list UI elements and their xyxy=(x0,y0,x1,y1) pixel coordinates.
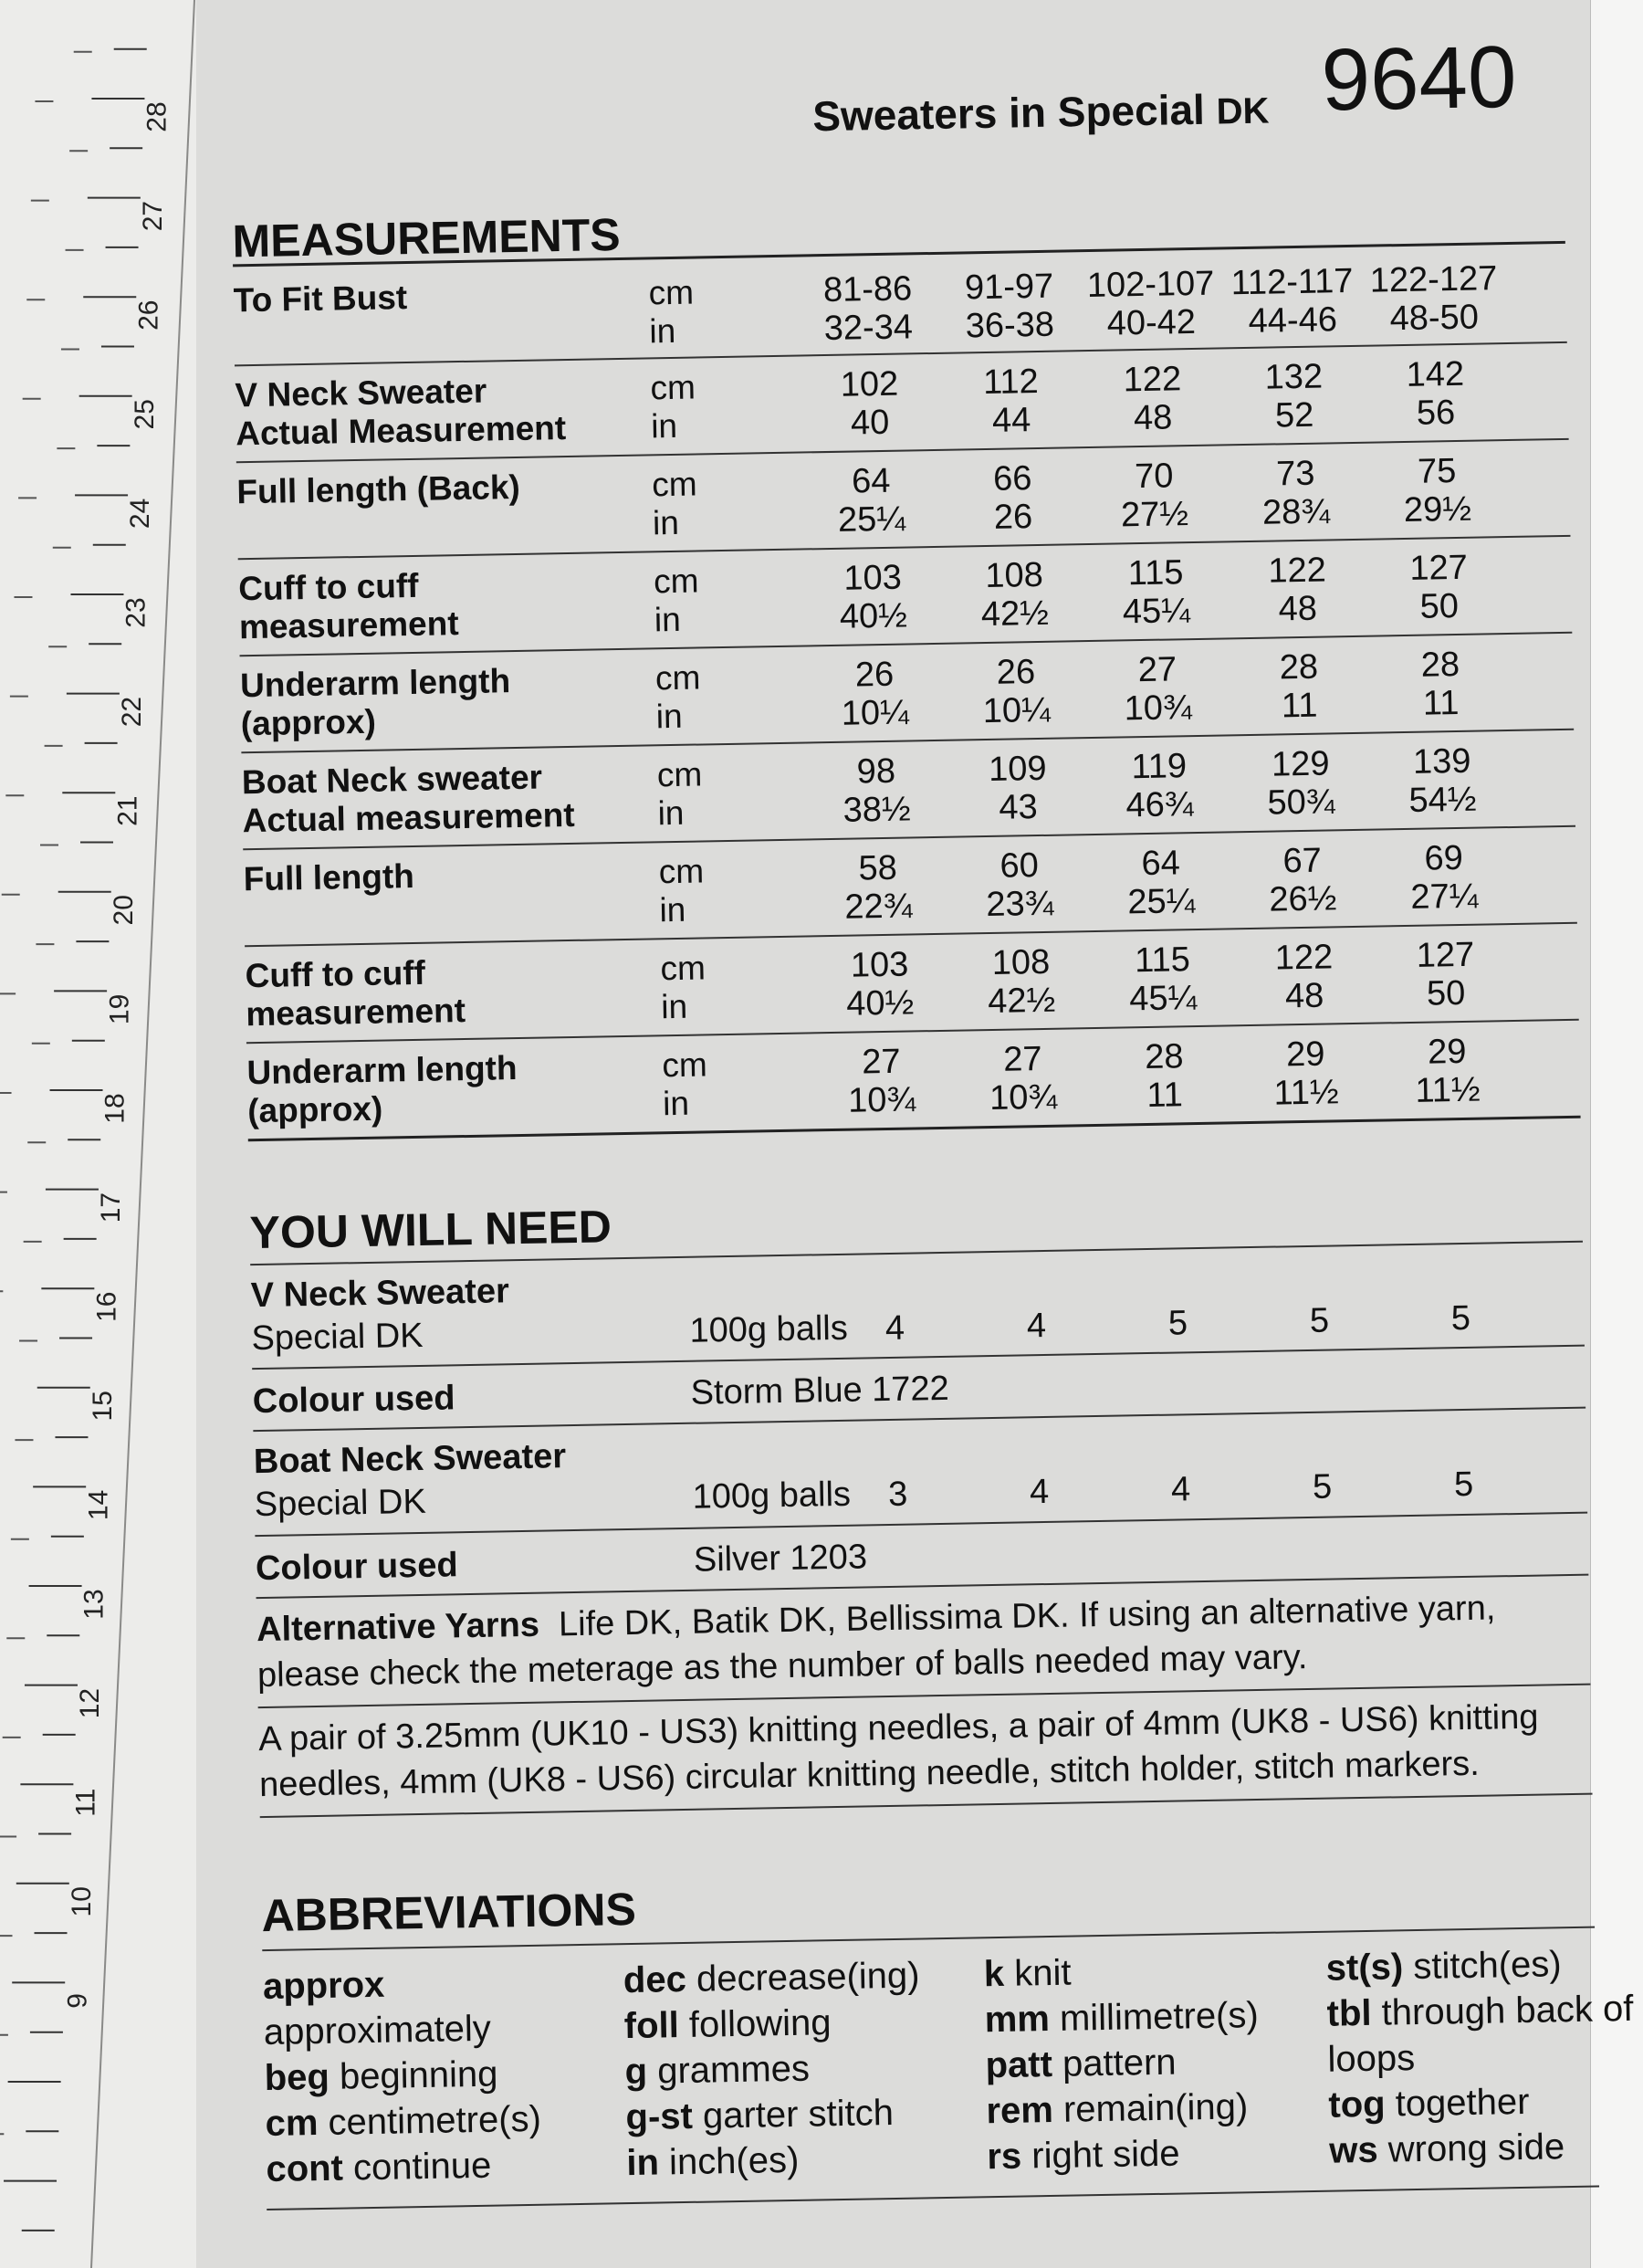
abbreviation-entry xyxy=(263,2009,491,2053)
in-value: 25¼ xyxy=(1127,882,1196,922)
abbreviation-term: patt xyxy=(985,2043,1053,2086)
row-label: Cuff to cuff xyxy=(237,566,419,608)
abbreviation-definition: pattern xyxy=(1062,2042,1177,2084)
ruler-number: 24 xyxy=(125,498,156,530)
vneck-unit: 100g balls xyxy=(689,1308,849,1350)
abbreviation-definition: millimetre(s) xyxy=(1059,1995,1260,2039)
in-value: 10¾ xyxy=(847,1080,916,1120)
in-value: 27¼ xyxy=(1410,877,1479,917)
abbreviation-definition: beginning xyxy=(339,2053,498,2097)
abbreviation-definition: garter stitch xyxy=(702,2093,895,2137)
in-value: 11 xyxy=(1146,1076,1184,1116)
unit-in: in xyxy=(650,406,678,446)
unit-in: in xyxy=(655,697,683,736)
in-value: 25¼ xyxy=(837,499,906,540)
row-label: Full length (Back) xyxy=(236,467,521,511)
unit-in: in xyxy=(657,793,685,833)
abbreviation-term: rs xyxy=(986,2136,1022,2178)
abbreviation-term: dec xyxy=(623,1958,687,2001)
cm-value: 115 xyxy=(1127,553,1184,593)
bust-in-value: 36-38 xyxy=(965,305,1055,346)
row-label: Boat Neck sweater xyxy=(241,758,543,802)
abbreviation-definition: remain(ing) xyxy=(1062,2086,1249,2130)
row-label-2: (approx) xyxy=(240,702,377,743)
ruler-number: 21 xyxy=(112,795,143,826)
pattern-number: 9640 xyxy=(1320,27,1518,130)
in-value: 43 xyxy=(999,788,1039,827)
cm-value: 103 xyxy=(843,558,903,598)
abbreviation-entry xyxy=(985,2042,1177,2087)
abbreviation-entry xyxy=(266,2146,492,2190)
abbreviation-term: cm xyxy=(265,2103,319,2145)
bust-in-value: 40-42 xyxy=(1106,302,1197,343)
in-value: 11½ xyxy=(1273,1073,1339,1113)
abbreviation-definition: loops xyxy=(1327,2038,1416,2080)
abbreviation-term: foll xyxy=(623,2005,680,2047)
cm-value: 28 xyxy=(1420,645,1460,685)
abbreviation-entry xyxy=(623,2002,832,2047)
vneck-heading: V Neck Sweater xyxy=(250,1272,510,1316)
abbreviation-term: g-st xyxy=(625,2095,694,2138)
cm-value: 64 xyxy=(1141,844,1181,884)
abbreviation-definition: centimetre(s) xyxy=(328,2098,542,2143)
unit-in: in xyxy=(654,600,682,639)
abbreviation-definition: decrease(ing) xyxy=(696,1955,920,2000)
unit-cm: cm xyxy=(650,368,696,407)
abbreviation-definition: stitch(es) xyxy=(1412,1944,1562,1988)
cm-value: 60 xyxy=(999,846,1040,886)
bust-cm-value: 91-97 xyxy=(964,267,1054,308)
abbreviation-definition: knit xyxy=(1013,1952,1072,1994)
in-value: 52 xyxy=(1274,395,1314,436)
abbreviation-definition: following xyxy=(688,2002,832,2045)
cm-value: 108 xyxy=(991,942,1051,982)
in-value: 26½ xyxy=(1269,879,1337,919)
adjacent-page-edge xyxy=(1590,0,1643,2268)
abbreviation-entry xyxy=(623,1956,920,2002)
ruler-number: 14 xyxy=(83,1489,114,1521)
row-label-2: (approx) xyxy=(246,1089,383,1130)
cm-value: 75 xyxy=(1417,451,1457,491)
abbreviation-definition: wrong side xyxy=(1387,2126,1565,2170)
row-label: Full length xyxy=(243,856,415,898)
cm-value: 67 xyxy=(1282,841,1323,881)
in-value: 50 xyxy=(1419,586,1460,626)
cm-value: 64 xyxy=(851,461,891,501)
in-value: 46¾ xyxy=(1125,785,1194,825)
ruler-number: 17 xyxy=(96,1192,127,1223)
abbreviation-term: tog xyxy=(1328,2084,1386,2126)
abbreviation-entry xyxy=(625,2093,894,2138)
cm-value: 73 xyxy=(1275,454,1315,494)
abbreviation-entry xyxy=(265,2099,541,2145)
cm-value: 122 xyxy=(1268,551,1327,591)
cm-value: 142 xyxy=(1406,354,1465,394)
in-value: 45¼ xyxy=(1122,592,1191,632)
row-label: Cuff to cuff xyxy=(245,953,426,995)
bust-in-value: 32-34 xyxy=(823,308,914,349)
cm-value: 70 xyxy=(1134,457,1174,497)
in-value: 10¼ xyxy=(982,690,1052,731)
abbreviation-term: mm xyxy=(984,1999,1051,2041)
in-value: 26 xyxy=(993,498,1033,537)
cm-value: 119 xyxy=(1131,747,1188,787)
abbreviation-term: k xyxy=(983,1953,1005,1995)
ruler-number: 16 xyxy=(91,1291,122,1322)
cm-value: 27 xyxy=(861,1042,901,1082)
boat-colour-label: Colour used xyxy=(255,1546,459,1589)
unit-cm: cm xyxy=(658,852,705,891)
ruler-number: 13 xyxy=(78,1589,110,1620)
vneck-ball-count: 4 xyxy=(884,1308,905,1349)
vneck-colour: Storm Blue 1722 xyxy=(690,1369,950,1412)
row-label: Underarm length xyxy=(239,662,511,705)
abbreviation-definition: approximately xyxy=(263,2008,492,2053)
ruler-number: 26 xyxy=(133,299,164,331)
bust-cm-value: 122-127 xyxy=(1369,259,1498,300)
cm-value: 122 xyxy=(1123,360,1182,400)
ruler-number: 25 xyxy=(129,399,160,430)
unit-cm: cm xyxy=(654,658,701,698)
cm-value: 66 xyxy=(992,459,1032,499)
divider xyxy=(267,2186,1599,2210)
abbreviation-entry xyxy=(626,2140,800,2184)
unit-in: in xyxy=(649,311,676,351)
in-value: 45¼ xyxy=(1128,979,1198,1019)
cm-value: 27 xyxy=(1137,650,1177,690)
ruler-number: 19 xyxy=(104,993,135,1025)
abbreviation-entry xyxy=(1325,1944,1562,1989)
in-value: 11 xyxy=(1422,683,1460,723)
abbreviation-entry xyxy=(1327,2038,1415,2081)
cm-value: 28 xyxy=(1144,1037,1184,1077)
boat-ball-count: 4 xyxy=(1029,1472,1050,1512)
abbreviation-entry xyxy=(263,1965,385,2008)
needles-line-2: needles, 4mm (UK8 - US6) circular knitting needle, stitch holder, stitch markers. xyxy=(258,1744,1481,1805)
boat-heading: Boat Neck Sweater xyxy=(253,1437,567,1482)
abbreviation-term: tbl xyxy=(1326,1992,1372,2034)
unit-in: in xyxy=(660,987,688,1026)
cm-value: 127 xyxy=(1409,548,1469,588)
row-label: V Neck Sweater xyxy=(235,372,487,415)
abbreviation-entry xyxy=(987,2134,1180,2179)
ruler-number: 18 xyxy=(99,1093,131,1124)
ruler-number: 22 xyxy=(117,696,148,728)
abbreviation-term: g xyxy=(624,2051,648,2093)
bust-in-value: 44-46 xyxy=(1248,300,1338,341)
divider xyxy=(255,1512,1587,1537)
abbreviation-term: ws xyxy=(1328,2129,1379,2171)
in-value: 54½ xyxy=(1408,780,1477,820)
cm-value: 129 xyxy=(1271,744,1330,784)
cm-value: 127 xyxy=(1416,935,1475,975)
cm-value: 115 xyxy=(1134,940,1191,981)
in-value: 48 xyxy=(1278,589,1318,629)
pattern-page xyxy=(196,0,1634,2268)
unit-cm: cm xyxy=(648,273,695,312)
abbreviation-entry xyxy=(1326,1989,1633,2035)
bust-label: To Fit Bust xyxy=(233,278,408,320)
boat-ball-count: 5 xyxy=(1312,1467,1333,1507)
boat-unit: 100g balls xyxy=(692,1475,852,1517)
boat-ball-count: 5 xyxy=(1453,1465,1474,1505)
ruler-number: 11 xyxy=(70,1788,101,1817)
cm-value: 98 xyxy=(856,751,896,792)
cm-value: 29 xyxy=(1285,1034,1325,1075)
vneck-yarn: Special DK xyxy=(251,1316,424,1359)
cm-value: 69 xyxy=(1424,838,1464,878)
ruler-number: 15 xyxy=(87,1391,118,1422)
abbreviation-term: in xyxy=(626,2142,660,2184)
boat-yarn: Special DK xyxy=(254,1482,427,1525)
in-value: 38½ xyxy=(842,790,911,830)
cm-value: 29 xyxy=(1427,1032,1467,1072)
abbreviation-entry xyxy=(264,2054,497,2099)
unit-in: in xyxy=(659,890,686,929)
in-value: 10¾ xyxy=(1124,688,1193,729)
in-value: 27½ xyxy=(1120,495,1189,535)
abbreviation-definition: through back of xyxy=(1381,1988,1634,2033)
row-label-2: measurement xyxy=(238,604,459,646)
in-value: 40½ xyxy=(839,596,908,636)
vneck-ball-count: 5 xyxy=(1309,1301,1330,1340)
abbreviation-entry xyxy=(1329,2126,1565,2171)
boat-ball-count: 4 xyxy=(1170,1470,1191,1509)
needles-line-1: A pair of 3.25mm (UK10 - US3) knitting needles, a pair of 4mm (UK8 - US6) knitting xyxy=(257,1697,1539,1759)
cm-value: 26 xyxy=(854,655,895,695)
ruler-number: 12 xyxy=(75,1687,106,1719)
cm-value: 132 xyxy=(1264,357,1324,397)
in-value: 10¾ xyxy=(989,1077,1058,1118)
abbreviations-title: ABBREVIATIONS xyxy=(261,1883,637,1942)
boat-colour: Silver 1203 xyxy=(693,1538,868,1580)
abbreviation-term: st(s) xyxy=(1325,1947,1404,1989)
cm-value: 28 xyxy=(1279,647,1319,688)
bust-cm-value: 112-117 xyxy=(1230,261,1354,303)
abbreviation-term: cont xyxy=(266,2147,344,2190)
divider xyxy=(252,1345,1585,1370)
abbreviation-entry xyxy=(983,1953,1071,1996)
cm-value: 139 xyxy=(1412,741,1471,782)
cm-value: 109 xyxy=(988,749,1047,789)
ruler-edge xyxy=(91,0,194,2268)
alternative-yarns: Alternative Yarns Life DK, Batik DK, Bellissima DK. If using an alternative yarn, xyxy=(256,1589,1496,1650)
you-will-need-title: YOU WILL NEED xyxy=(249,1201,612,1259)
unit-cm: cm xyxy=(651,465,698,504)
abbreviation-entry xyxy=(624,2049,810,2094)
in-value: 44 xyxy=(991,401,1031,440)
in-value: 42½ xyxy=(987,981,1056,1022)
row-label-2: Actual measurement xyxy=(242,795,575,840)
in-value: 56 xyxy=(1416,394,1456,433)
row-label-2: measurement xyxy=(246,992,466,1034)
ruler-number: 23 xyxy=(120,597,152,628)
in-value: 22¾ xyxy=(844,887,913,927)
bust-in-value: 48-50 xyxy=(1389,298,1480,339)
cm-value: 58 xyxy=(858,848,898,888)
unit-cm: cm xyxy=(660,949,706,988)
vneck-ball-count: 4 xyxy=(1026,1306,1047,1346)
in-value: 29½ xyxy=(1403,489,1472,530)
cm-value: 112 xyxy=(982,362,1040,403)
boat-ball-count: 3 xyxy=(887,1475,908,1515)
in-value: 48 xyxy=(1133,398,1173,438)
in-value: 10¼ xyxy=(841,693,910,733)
abbreviation-definition: right side xyxy=(1031,2133,1180,2177)
cm-value: 26 xyxy=(996,653,1036,692)
unit-cm: cm xyxy=(653,562,699,601)
ruler-number: 20 xyxy=(108,895,139,926)
unit-cm: cm xyxy=(662,1045,708,1085)
unit-in: in xyxy=(652,503,680,542)
in-value: 40 xyxy=(850,403,890,443)
in-value: 11½ xyxy=(1415,1070,1481,1110)
row-label: Underarm length xyxy=(246,1049,518,1092)
in-value: 11 xyxy=(1281,686,1318,726)
measurements-title: MEASUREMENTS xyxy=(232,208,622,268)
alternative-yarns-note: please check the meterage as the number of balls needed may vary. xyxy=(256,1638,1308,1696)
in-value: 50¾ xyxy=(1267,782,1335,823)
cm-value: 102 xyxy=(840,364,899,404)
vneck-ball-count: 5 xyxy=(1167,1304,1188,1343)
ruler-number: 9 xyxy=(62,1993,93,2009)
ruler-number: 28 xyxy=(141,101,173,132)
abbreviation-entry xyxy=(1328,2082,1530,2126)
ruler-number: 27 xyxy=(137,200,168,232)
vneck-ball-count: 5 xyxy=(1450,1298,1471,1339)
abbreviation-entry xyxy=(986,2086,1249,2132)
cm-value: 27 xyxy=(1002,1040,1042,1079)
cm-value: 108 xyxy=(985,555,1044,596)
abbreviation-term: beg xyxy=(264,2056,330,2099)
in-value: 42½ xyxy=(980,593,1050,635)
in-value: 40½ xyxy=(845,983,915,1024)
header-series: Sweaters in Special DK xyxy=(811,85,1270,141)
in-value: 23¾ xyxy=(986,884,1054,925)
bust-cm-value: 81-86 xyxy=(822,269,913,310)
in-value: 48 xyxy=(1284,976,1324,1016)
cm-value: 122 xyxy=(1274,938,1334,978)
ruler-graphic xyxy=(0,0,196,2268)
abbreviation-definition: inch(es) xyxy=(668,2139,800,2183)
vneck-colour-label: Colour used xyxy=(252,1379,455,1422)
tape-measure xyxy=(0,0,198,2268)
unit-in: in xyxy=(662,1084,690,1123)
abbreviation-definition: grammes xyxy=(656,2048,811,2092)
in-value: 28¾ xyxy=(1261,492,1331,532)
abbreviation-definition: continue xyxy=(352,2145,492,2189)
unit-cm: cm xyxy=(656,755,703,794)
abbreviation-definition: together xyxy=(1395,2081,1530,2125)
in-value: 50 xyxy=(1426,973,1466,1013)
bust-cm-value: 102-107 xyxy=(1086,264,1215,306)
abbreviation-entry xyxy=(984,1995,1259,2041)
abbreviation-term: approx xyxy=(262,1964,385,2008)
cm-value: 103 xyxy=(850,945,909,985)
ruler-number: 10 xyxy=(66,1886,97,1917)
abbreviation-term: rem xyxy=(986,2089,1054,2132)
row-label-2: Actual Measurement xyxy=(235,409,567,453)
